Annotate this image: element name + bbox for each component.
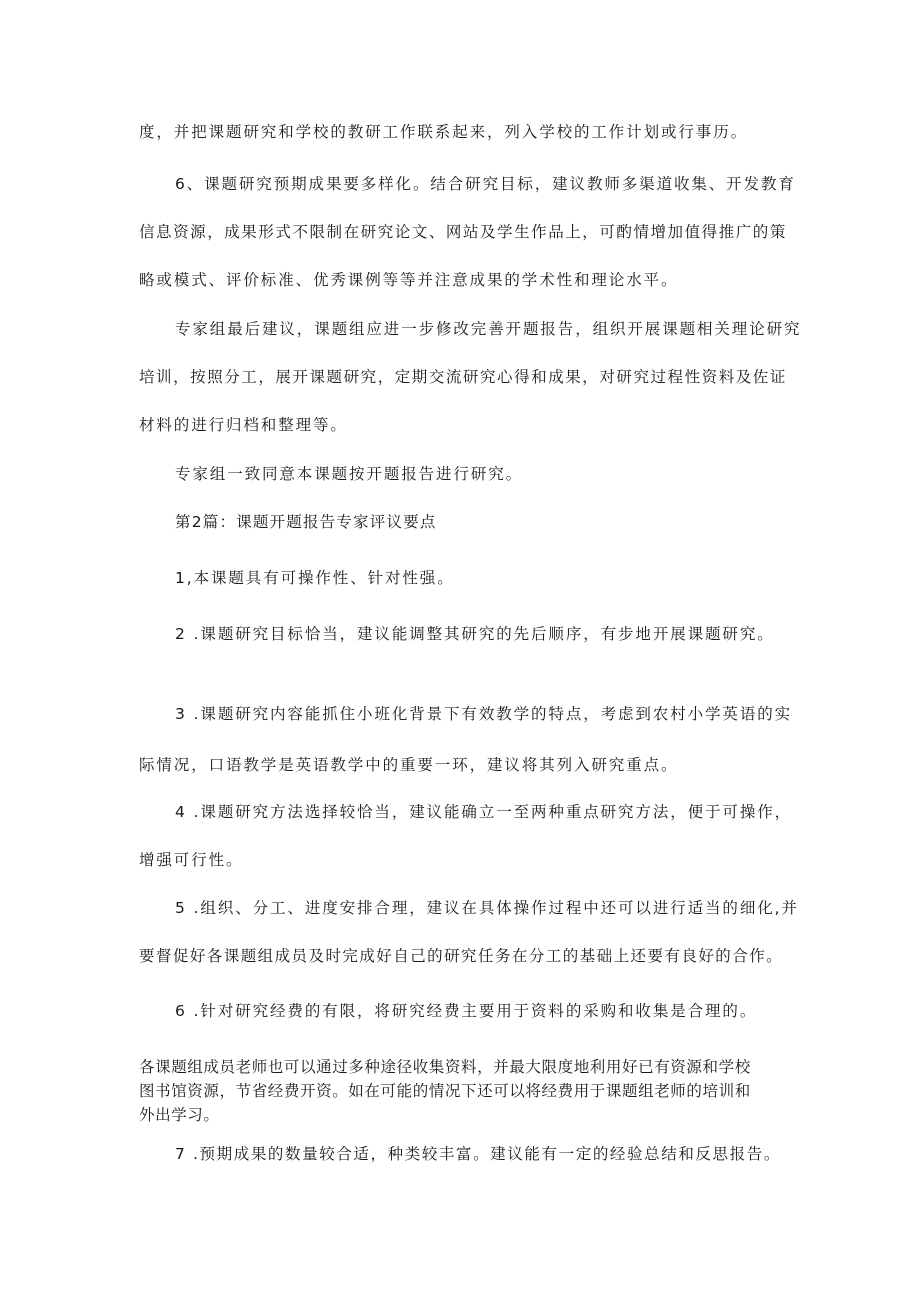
text-line: 2 .课题研究目标恰当，建议能调整其研究的先后顺序，有步地开展课题研究。 — [175, 625, 775, 643]
text-line: 图书馆资源，节省经费开资。如在可能的情况下还可以将经费用于课题组老师的培训和 — [139, 1082, 751, 1100]
text-line: 6 .针对研究经费的有限，将研究经费主要用于资料的采购和收集是合理的。 — [175, 1002, 758, 1020]
text-line: 专家组最后建议，课题组应进一步修改完善开题报告，组织开展课题相关理论研究 — [175, 320, 802, 338]
text-line: 材料的进行归档和整理等。 — [139, 416, 348, 434]
text-line: 7 .预期成果的数量较合适，种类较丰富。建议能有一定的经验总结和反思报告。 — [175, 1145, 781, 1163]
text-line: 略或模式、评价标准、优秀课例等等并注意成果的学术性和理论水平。 — [139, 271, 679, 289]
text-line: 1,本课题具有可操作性、针对性强。 — [175, 569, 455, 587]
text-line: 际情况，口语教学是英语教学中的重要一环，建议将其列入研究重点。 — [139, 756, 679, 774]
text-line: 度，并把课题研究和学校的教研工作联系起来，列入学校的工作计划或行事历。 — [139, 123, 749, 141]
text-line: 4 .课题研究方法选择较恰当，建议能确立一至两种重点研究方法，便于可操作， — [175, 803, 793, 821]
text-line: 3 .课题研究内容能抓住小班化背景下有效教学的特点，考虑到农村小学英语的实 — [175, 705, 793, 723]
text-line: 5 .组织、分工、进度安排合理，建议在具体操作过程中还可以进行适当的细化,并 — [175, 899, 799, 917]
text-line: 培训，按照分工，展开课题研究，定期交流研究心得和成果，对研究过程性资料及佐证 — [139, 368, 787, 386]
text-line: 各课题组成员老师也可以通过多种途径收集资料，并最大限度地利用好已有资源和学校 — [139, 1058, 751, 1076]
text-line: 要督促好各课题组成员及时完成好自己的研究任务在分工的基础上还要有良好的合作。 — [139, 947, 784, 965]
text-line: 外出学习。 — [139, 1106, 220, 1124]
text-line: 6、课题研究预期成果要多样化。结合研究目标，建议教师多渠道收集、开发教育 — [175, 175, 796, 193]
text-line: 信息资源，成果形式不限制在研究论文、网站及学生作品上，可酌情增加值得推广的策 — [139, 223, 787, 241]
section-heading: 第2篇：课题开题报告专家评议要点 — [175, 513, 437, 531]
text-line: 专家组一致同意本课题按开题报告进行研究。 — [175, 465, 524, 483]
text-line: 增强可行性。 — [139, 851, 244, 869]
